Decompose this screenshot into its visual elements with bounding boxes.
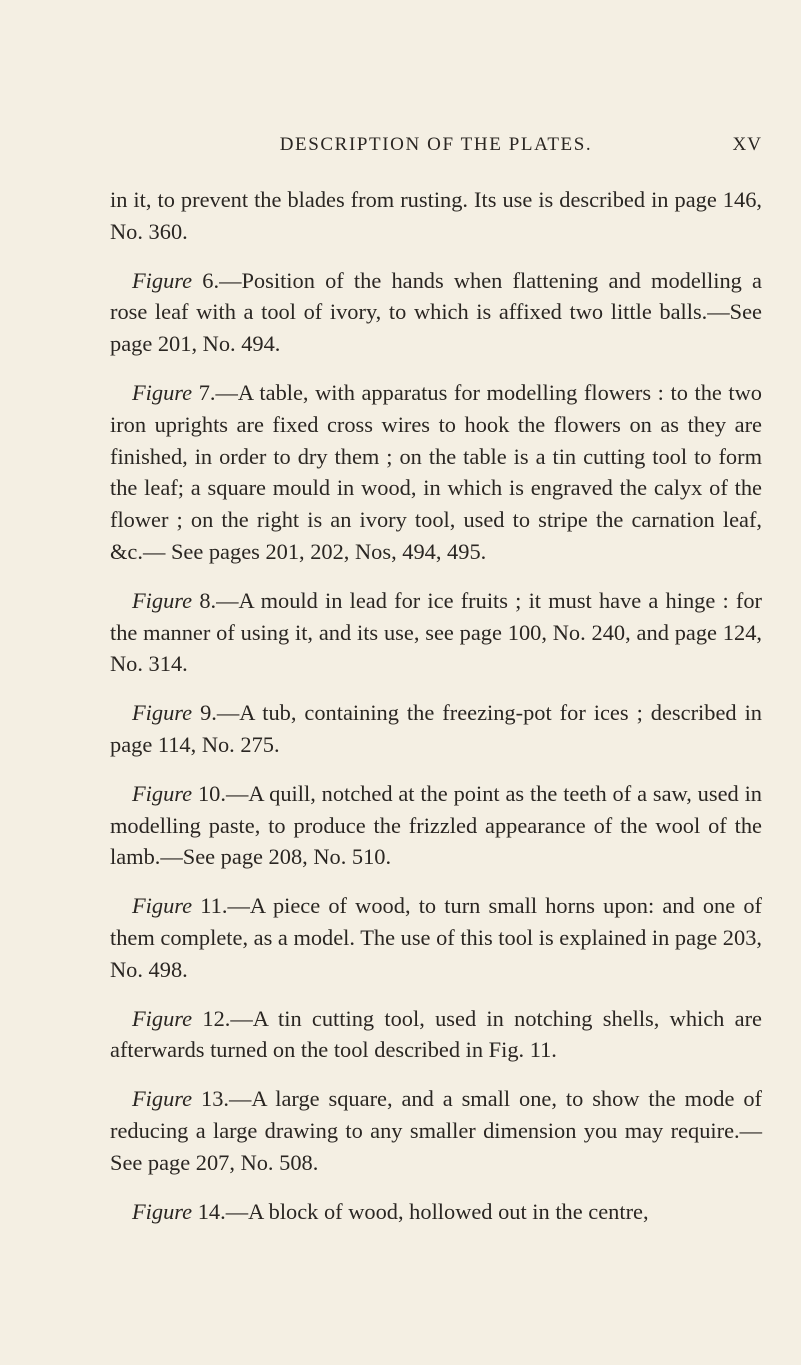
figure-label: Figure <box>132 1198 193 1224</box>
figure-label: Figure <box>132 379 193 405</box>
page-number: XV <box>732 134 762 155</box>
paragraph-text: 11.—A piece of wood, to turn small horns upon: and one of them complete, as a model. The use of this tool is explained in page 203, No. 498. <box>110 893 762 982</box>
paragraph-text: 7.—A table, with apparatus for modelling flowers : to the two iron uprights are fixed cross wires to hook the flowers on as they are finished, in order to dry them ; on the table is a tin cutting tool to form the leaf; a square mould in wood, in which is engraved the calyx of the flower ; on the right is an ivory tool, used to stripe the carnation leaf, &c.— See pages 201, 202, Nos, 494, 495. <box>110 379 762 564</box>
figure-description-12 <box>110 1003 762 1067</box>
figure-label: Figure <box>132 780 193 806</box>
figure-description-6 <box>110 265 762 360</box>
figure-description-13 <box>110 1083 762 1178</box>
figure-description-14 <box>110 1196 762 1228</box>
body-text <box>110 184 762 1244</box>
running-head <box>110 134 762 162</box>
paragraph-text: 8.—A mould in lead for ice fruits ; it must have a hinge : for the manner of using it, and its use, see page 100, No. 240, and page 124, No. 314. <box>110 587 762 677</box>
figure-description-11 <box>110 890 762 985</box>
paragraph-text: 9.—A tub, containing the freezing-pot for ices ; described in page 114, No. 275. <box>110 700 762 757</box>
paragraph-text: 10.—A quill, notched at the point as the teeth of a saw, used in modelling paste, to produce the frizzled appearance of the wool of the lamb.—See page 208, No. 510. <box>110 780 762 870</box>
figure-description-7 <box>110 377 762 568</box>
paragraph-text: 13.—A large square, and a small one, to show the mode of reducing a large drawing to any smaller dimension you may require.—See page 207, No. 508. <box>110 1086 762 1175</box>
running-title: DESCRIPTION OF THE PLATES. <box>279 134 593 155</box>
paragraph-text: 14.—A block of wood, hollowed out in the centre, <box>197 1198 649 1224</box>
figure-label: Figure <box>132 700 193 726</box>
paragraph-text: in it, to prevent the blades from rusting. Its use is described in page 146, No. 360. <box>110 187 762 244</box>
figure-label: Figure <box>132 1086 193 1112</box>
paragraph-text: 6.—Position of the hands when flattening and modelling a rose leaf with a tool of ivory, to which is affixed two little balls.—See page 201, No. 494. <box>110 267 762 357</box>
figure-description-10 <box>110 778 762 873</box>
figure-label: Figure <box>132 267 193 293</box>
figure-label: Figure <box>132 1005 193 1031</box>
paragraph-continuation <box>110 184 762 248</box>
figure-description-9 <box>110 697 762 761</box>
paragraph-text: 12.—A tin cutting tool, used in notching shells, which are afterwards turned on the tool described in Fig. 11. <box>110 1005 762 1063</box>
figure-label: Figure <box>132 587 193 613</box>
figure-description-8 <box>110 585 762 680</box>
figure-label: Figure <box>132 893 193 919</box>
